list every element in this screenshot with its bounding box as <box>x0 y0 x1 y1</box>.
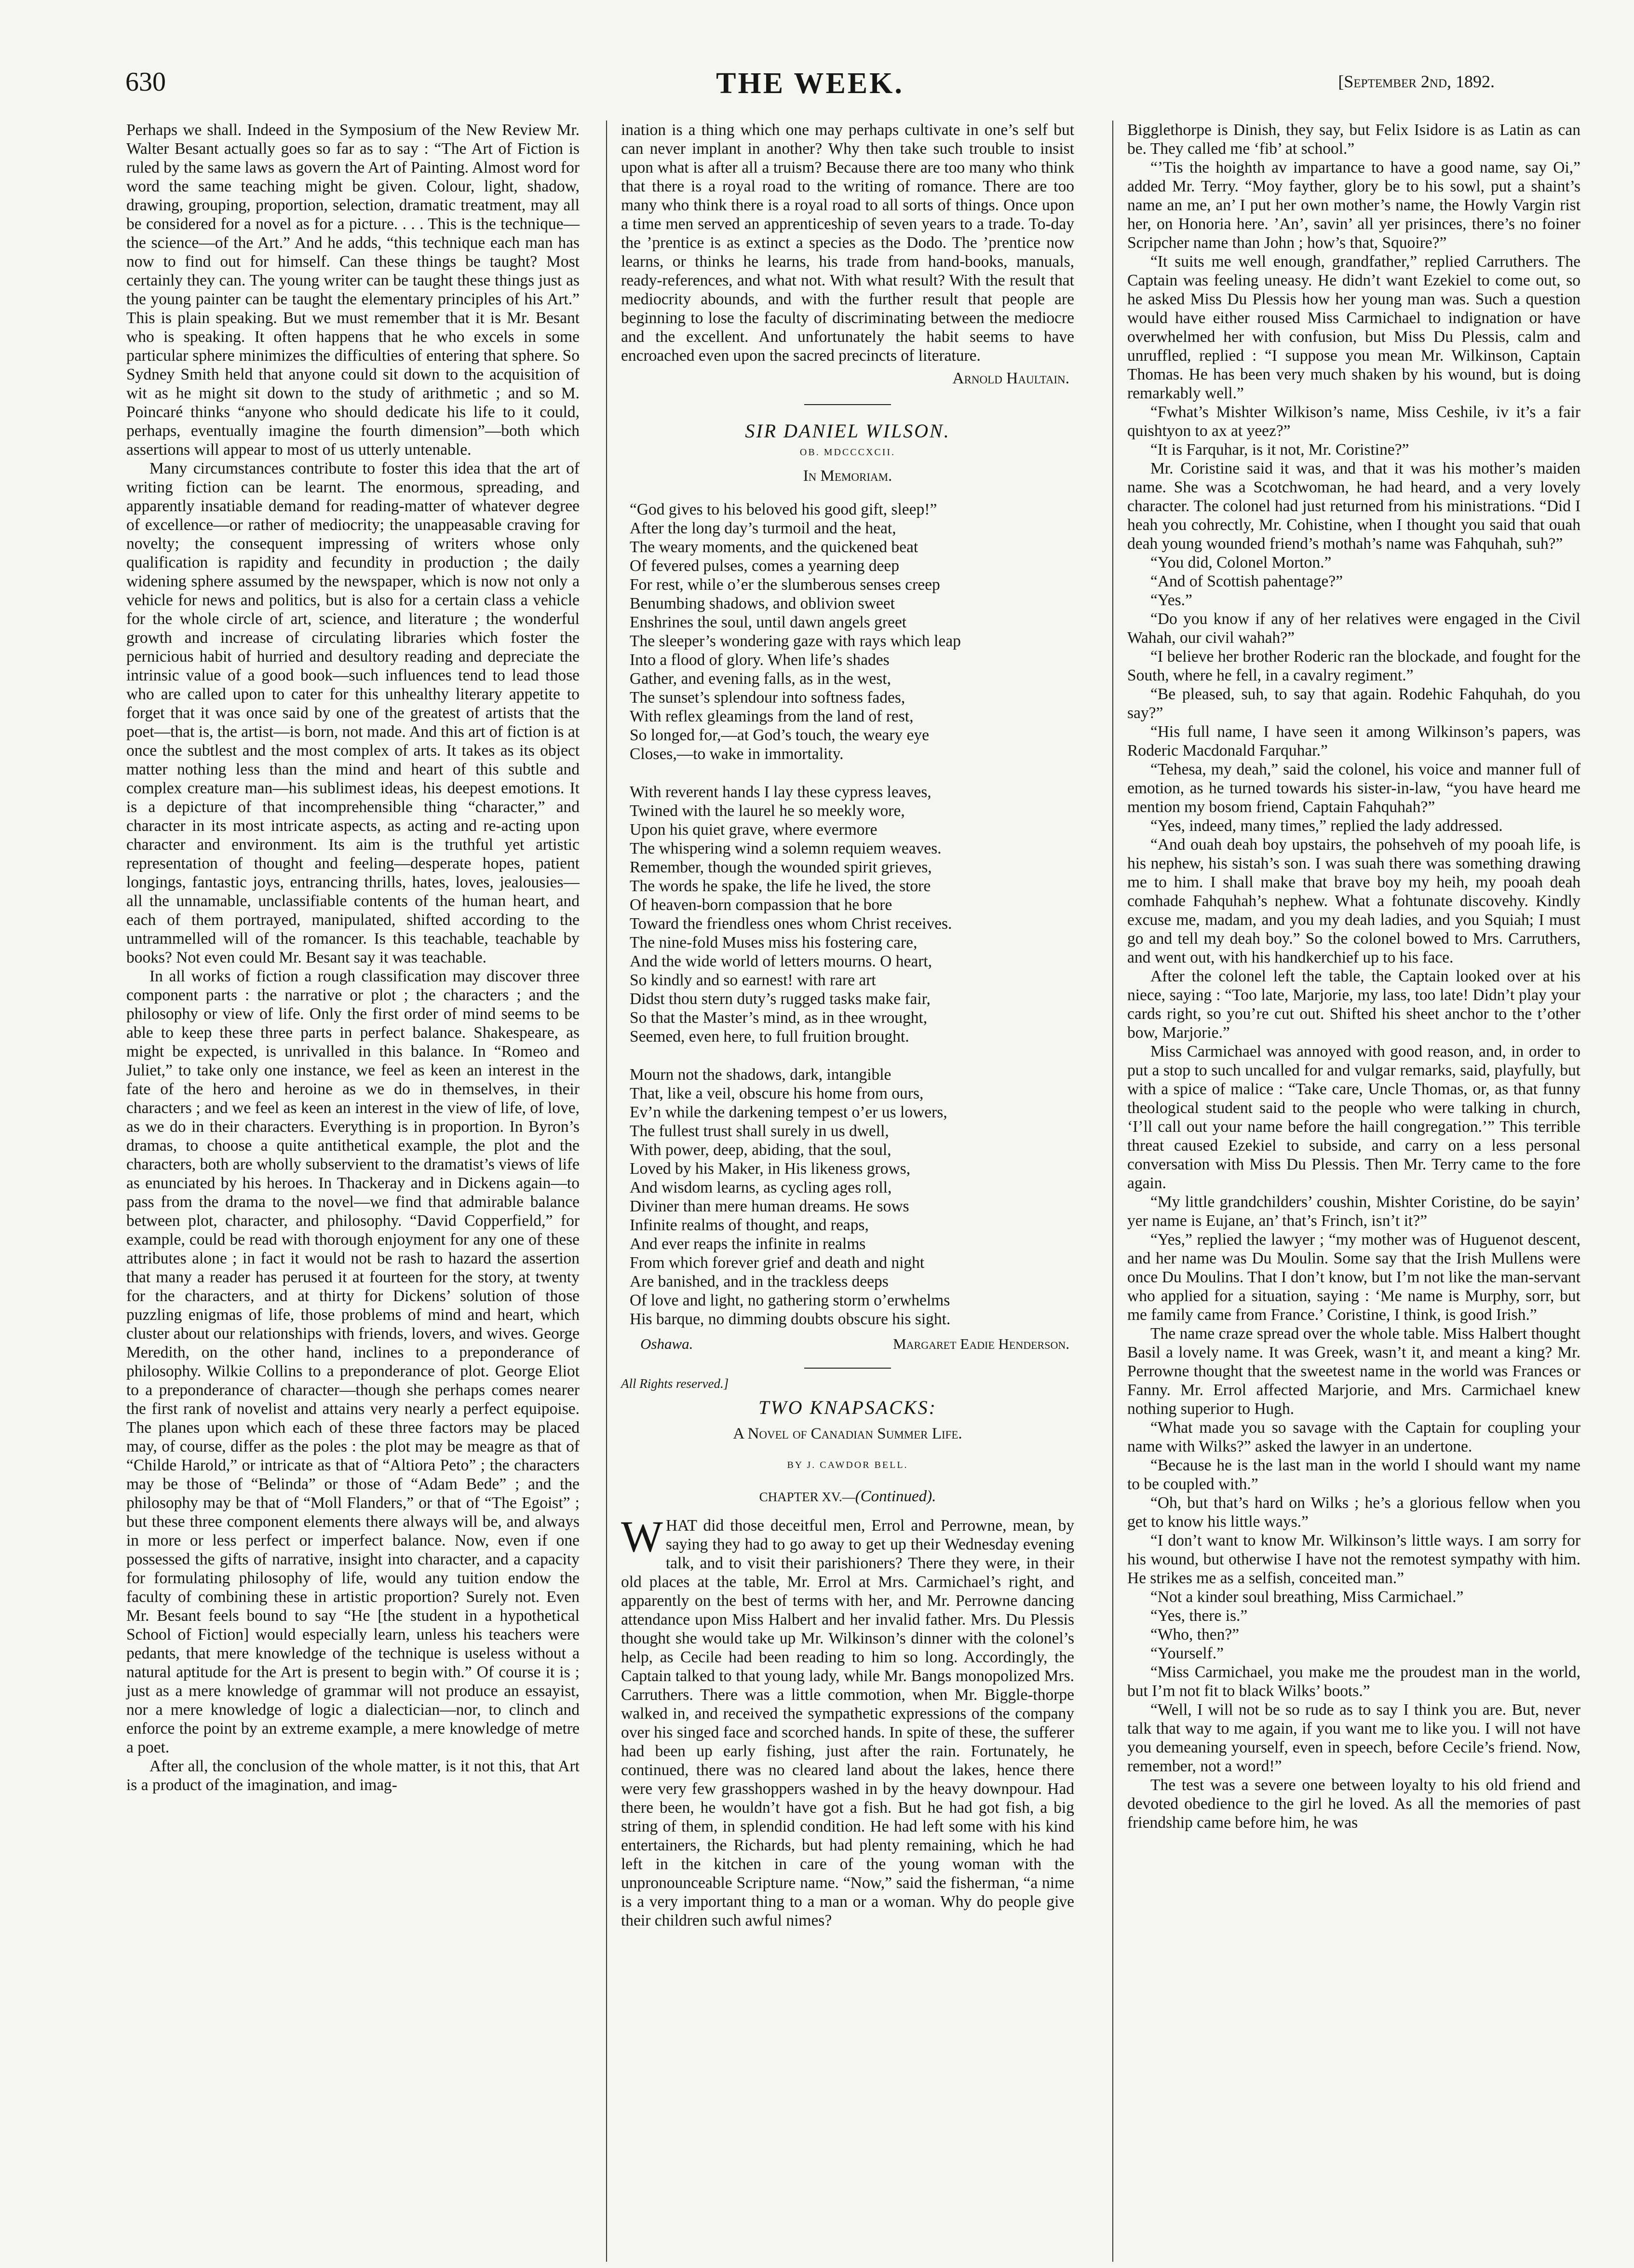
poem-stanza <box>630 1065 1074 1329</box>
novel-paragraph: “Yes.” <box>1150 591 1192 609</box>
poem-line: Benumbing shadows, and oblivion sweet <box>630 595 895 612</box>
novel-byline: BY J. CAWDOR BELL. <box>787 1460 908 1470</box>
poem-line: Of heaven-born compassion that he bore <box>630 896 892 914</box>
novel-paragraph: “Yes, there is.” <box>1150 1607 1248 1625</box>
poem-author: Margaret Eadie Henderson. <box>893 1335 1069 1352</box>
novel-paragraph: “It is Farquhar, is it not, Mr. Coristine?” <box>1150 441 1409 459</box>
novel-paragraph <box>621 1512 1074 1930</box>
novel-paragraph: “Yes, indeed, many times,” replied the lady addressed. <box>1150 817 1503 835</box>
novel-paragraph: After the colonel left the table, the Captain looked over at his niece, saying : “Too late, Marjorie, my lass, too late! Didn’t play your cards right, so you’re cut out. Shifted his sheet anchor to the t’other bow, Marjorie.” <box>1127 967 1580 1042</box>
essay-conclusion: ination is a thing which one may perhaps cultivate in one’s self but can never implant in another? Why then take such trouble to insist upon what is after all a truism? Because there are too many who think that there is a royal road to the writing of romance. There are too many who think there is a royal road to all sorts of things. Once upon a time men served an apprenticeship of seven years to a trade. To-day the ’prentice is as extinct a species as the Dodo. The ’prentice now learns, or thinks he learns, his trade from hand-books, manuals, ready-references, and what not. With what result? With the result that mediocrity abounds, and with the further result that people are beginning to lose the faculty of discriminating between the mediocre and the excellent. And unfortunately the habit seems to have encroached even upon the sacred precincts of literature. <box>621 121 1074 365</box>
novel-paragraph: “Tehesa, my deah,” said the colonel, his voice and manner full of emotion, as he turned towards his sister-in-law, “you have heard me mention my bosom friend, Captain Fahquhah?” <box>1127 761 1580 816</box>
poem-line: The nine-fold Muses miss his fostering care, <box>630 934 918 951</box>
poem-line: After the long day’s turmoil and the heat, <box>630 519 896 537</box>
poem-stanza <box>630 500 1074 763</box>
poem-line: Gather, and evening falls, as in the west, <box>630 670 891 688</box>
novel-paragraph: “Well, I will not be so rude as to say I think you are. But, never talk that way to me again, if you want me to like you. I will not have you demeaning yourself, even in speech, before Cecile’s friend. Now, remember, not a word!” <box>1127 1701 1580 1775</box>
poem-line: Upon his quiet grave, where evermore <box>630 821 878 839</box>
journal-title: THE WEEK. <box>716 67 904 100</box>
novel-paragraph: “Who, then?” <box>1150 1626 1240 1643</box>
essay-paragraph: Many circumstances contribute to foster this idea that the art of writing fiction can be learnt. The enormous, spreading, and apparently insatiable demand for reading-matter of whatever degree of excellence—or rather of mediocrity; the unappeasable craving for novelty; the consequent impressing of writers whose only qualification is rapidity and fecundity in production ; the daily widening sphere assumed by the newspaper, which is now not only a vehicle for news and politics, but is also for a certain class a vehicle for the whole circle of art, science, and literature ; the wonderful growth and increase of circulating libraries which foster the pernicious habit of hurried and desultory reading and depreciate the intrinsic value of a good book—such influences tend to lead those who are called upon to cater for this unhealthy literary appetite to forget that it was once said by one of the greatest of artists that the poet—that is, the artist—is born, not made. And this art of fiction is at once the subtlest and the most complex of arts. It takes as its object matter nothing less than the mind and heart of this subtle and complex creature man—his sublimest ideas, his deepest emotions. It is a depicture of that incomprehensible thing “character,” and character in its most intricate aspects, as acting and re-acting upon character and environment. Its aim is the truthful yet artistic representation of thought and feeling—desperate hopes, patient longings, fantastic joys, entrancing thrills, hates, loves, jealousies—all the unnamable, unclassifiable contents of the human heart, and each of them portrayed, manipulated, shifted according to the untrammelled will of the romancer. Is this teachable, teachable by books? Not even could Mr. Besant say it was teachable. <box>126 460 580 966</box>
novel-paragraph: “I believe her brother Roderic ran the blockade, and fought for the South, where he fell, in a cavalry regiment.” <box>1127 648 1580 684</box>
poem-line: Twined with the laurel he so meekly wore, <box>630 802 905 820</box>
novel-title: TWO KNAPSACKS: <box>758 1397 937 1418</box>
poem-title: SIR DANIEL WILSON. <box>745 420 950 442</box>
poem-line: The weary moments, and the quickened beat <box>630 538 918 556</box>
poem-line: So longed for,—at God’s touch, the weary eye <box>630 726 930 744</box>
novel-paragraph: “It suits me well enough, grandfather,” replied Carruthers. The Captain was feeling uneasy. He didn’t want Ezekiel to come out, so he asked Miss Du Plessis how her young man was. Such a question would have either roused Miss Carmichael to indignation or have overwhelmed her with confusion, but Miss Du Plessis, calm and unruffled, replied : “I suppose you mean Mr. Wilkinson, Captain Thomas. He has been very much shaken by his wound, but is doing remarkably well.” <box>1127 253 1580 402</box>
novel-paragraph: Miss Carmichael was annoyed with good reason, and, in order to put a stop to such uncalled for and vulgar remarks, said, playfully, but with a spice of malice : “Take care, Uncle Thomas, or, as that funny theological student said to the people who were talking in church, ‘I’ll call out your name before the haill congregation.’” This terrible threat caused Ezekiel to subside, and carry on a less personal conversation with Miss Du Plessis. Then Mr. Terry came to the fore again. <box>1127 1043 1580 1192</box>
novel-paragraph: “Miss Carmichael, you make me the proudest man in the world, but I’m not fit to black Wilks’ boots.” <box>1127 1663 1580 1700</box>
poem-line: Of love and light, no gathering storm o’erwhelms <box>630 1291 950 1309</box>
poem-line: With reverent hands I lay these cypress leaves, <box>630 783 932 801</box>
essay-paragraph: Perhaps we shall. Indeed in the Symposium of the New Review Mr. Walter Besant actually goes so far as to say : “The Art of Fiction is ruled by the same laws as govern the Art of Painting. Almost word for word the same teaching might be given. Colour, light, shadow, drawing, grouping, proportion, selection, dramatic treatment, may all be considered for a novel as for a picture. . . . This is the technique—the science—of the Art.” And he adds, “this technique each man has now to find out for himself. Can these things be taught? Most certainly they can. The young writer can be taught these things just as the young painter can be taught the elementary principles of his Art.” This is plain speaking. But we must remember that it is Mr. Besant who is speaking. It often happens that he who excels in some particular sphere minimizes the difficulties of entering that sphere. So Sydney Smith held that anyone could sit down to the acquisition of wit as he might sit down to the study of arithmetic ; and so M. Poincaré thinks “anyone who should dedicate his life to it could, perhaps, eventually imagine the fourth dimension”—both which assertions will appear to most of us utterly untenable. <box>126 121 580 459</box>
issue-date: [September 2nd, 1892. <box>1338 72 1495 91</box>
novel-paragraph: “My little grandchilders’ coushin, Mishter Coristine, do be sayin’ yer name is Eujane, an’ that’s Frinch, isn’t it?” <box>1127 1193 1580 1230</box>
section-divider <box>804 404 891 405</box>
poem-line: The sunset’s splendour into softness fades, <box>630 689 905 706</box>
novel-paragraph: Mr. Coristine said it was, and that it was his mother’s maiden name. She was a Scotchwoman, he had heard, and a very lovely character. The colonel had just returned from his ministrations. “Did I heah you cohrectly, Mr. Cohistine, when I thought you said that ouah deah young wounded friend’s mothah’s name was Fahquhah, suh?” <box>1127 460 1580 553</box>
essay-paragraph: In all works of fiction a rough classification may discover three component parts : the narrative or plot ; the characters ; and the philosophy or view of life. Only the first order of mind seems to be able to keep these three parts in perfect balance. Shakespeare, as might be expected, is unrivalled in this balance. In “Romeo and Juliet,” to take only one instance, we feel as keen an interest in the fate of the hero and heroine as we do in themselves, in their characters ; and we feel as keen an interest in the view of life, of love, as we do in their characters. Everything is in proportion. In Byron’s dramas, to choose a quite antithetical example, the plot and the characters, both are wholly subservient to the dramatist’s views of life as enunciated by his heroes. In Thackeray and in Dickens again—to pass from the drama to the novel—we find that admirable balance between plot, character, and philosophy. “David Copperfield,” for example, could be read with thorough enjoyment for any one of these attributes alone ; in fact it would not be rash to hazard the assertion that many a reader has perused it at fourteen for the story, at twenty for the characters, and at thirty for Dickens’ solution of those puzzling enigmas of life, those problems of mind and heart, which cluster about our relationships with friends, lovers, and wives. George Meredith, on the other hand, inclines to a preponderance of philosophy. Wilkie Collins to a preponderance of plot. George Eliot to a preponderance of character—though she perhaps comes nearer the first rank of novelist and attains very nearly a perfect equipoise. The planes upon which each of these three factors may be placed may, of course, differ as the poles : the plot may be meagre as that of “Childe Harold,” or intricate as that of “Altiora Peto” ; the characters may be those of “Belinda” or those of “Adam Bede” ; and the philosophy may be that of “Moll Flanders,” or that of “The Egoist” ; but these three component elements there always will be, and always in more or less perfect or imperfect balance. Now, even if one possessed the gifts of narrative, insight into character, and a capacity for formulating philosophy of life, would any tuition endow the faculty of combining these in artistic proportion? Surely not. Even Mr. Besant feels bound to say “He [the student in a hypothetical School of Fiction] would especially learn, unless his teachers were pedants, that mere knowledge of the technique is useless without a natural aptitude for the Art is present to begin with.” Of course it is ; just as a mere knowledge of grammar will not produce an essayist, nor a mere knowledge of logic a dialectician—nor, to clinch and enforce the point by an extreme example, a mere knowledge of metre a poet. <box>126 967 580 1756</box>
poem-line: “God gives to his beloved his good gift, sleep!” <box>630 501 937 518</box>
essay-paragraph: After all, the conclusion of the whole matter, is it not this, that Art is a product of the imagination, and imag- <box>126 1757 580 1794</box>
poem-line: And ever reaps the infinite in realms <box>630 1235 866 1253</box>
novel-paragraph: Bigglethorpe is Dinish, they say, but Felix Isidore is as Latin as can be. They called me ‘fib’ at school.” <box>1127 121 1580 158</box>
novel-paragraph: “What made you so savage with the Captain for coupling your name with Wilks?” asked the lawyer in an undertone. <box>1127 1419 1580 1455</box>
novel-paragraph: “’Tis the hoighth av impartance to have a good name, say Oi,” added Mr. Terry. “Moy fayther, glory be to his sowl, put a shaint’s name an me, an’ I put her own mother’s name, the Howly Vargin rist her, on Honoria here. ’An’, savin’ all yer prisinces, there’s no foiner Scripcher name than John ; how’s that, Squoire?” <box>1127 159 1580 252</box>
page-number: 630 <box>125 67 166 97</box>
novel-paragraph: “And ouah deah boy upstairs, the pohsehveh of my pooah life, is his nephew, his sistah’s son. I was suah there was something drawing me to him. I shall make that brave boy my heih, my pooah deah comhade Fahquhah’s nephew. What a fohtunate discovehy. Kindly excuse me, madam, and you my deah ladies, and you Squiah; I must go and tell my deah boy.” So the colonel bowed to Mrs. Carruthers, and went out, with his handkerchief up to his face. <box>1127 836 1580 966</box>
chapter-heading <box>621 1487 1074 1507</box>
rights-notice: All Rights reserved.] <box>621 1376 729 1391</box>
section-divider <box>804 1368 891 1369</box>
poem-subtitle: In Memoriam. <box>803 467 892 485</box>
poem-line: Remember, though the wounded spirit grieves, <box>630 858 932 876</box>
poem-line: Ev’n while the darkening tempest o’er us lowers, <box>630 1103 947 1121</box>
poem-stanza <box>630 783 1074 1046</box>
poem-line: Into a flood of glory. When life’s shades <box>630 651 890 669</box>
poem-line: Closes,—to wake in immortality. <box>630 745 844 763</box>
novel-text: HAT did those deceitful men, Errol and Perrowne, mean, by saying they had to go away to get up their Wednesday evening talk, and to visit their parishioners? There they were, in their old places at the table, Mr. Errol at Mrs. Carmichael’s right, and apparently on the best of terms with her, and Mr. Perrowne dancing attendance upon Miss Halbert and her invalid father. Mrs. Du Plessis thought she would take up Mr. Wilkinson’s dinner with the colonel’s help, as Cecile had been reading to him so long. Accordingly, the Captain talked to that young lady, while Mr. Bangs monopolized Mrs. Carruthers. There was a little commotion, when Mr. Biggle-thorpe walked in, and received the sympathetic expressions of the company over his singed face and scorched hands. In spite of these, the sufferer had been up early fishing, just after the rain. Fortunately, he continued, there was no cleared land about the lakes, hence there were very few grasshoppers washed in by the heavy downpour. Had there been, he wouldn’t have got a fish. But he had got fish, a big string of them, in splendid condition. He had left some with his kind entertainers, the Richards, but had plenty remaining, which he had left in the kitchen in care of the young woman with the unpronounceable Scripture name. “Now,” said the fisherman, “a nime is a very important thing to a man or a woman. Why do people give their children such awful nimes? <box>621 1517 1074 1929</box>
novel-paragraph: “Not a kinder soul breathing, Miss Carmichael.” <box>1150 1588 1464 1606</box>
page-header <box>125 67 1495 110</box>
poem-line: From which forever grief and death and night <box>630 1254 925 1272</box>
novel-paragraph: “And of Scottish pahentage?” <box>1150 572 1343 590</box>
column-rule <box>606 121 607 2262</box>
poem-line: That, like a veil, obscure his home from ours, <box>630 1085 924 1102</box>
poem-line: Are banished, and in the trackless deeps <box>630 1273 889 1290</box>
poem-line: The words he spake, the life he lived, the store <box>630 877 931 895</box>
poem-line: For rest, while o’er the slumberous senses creep <box>630 576 940 594</box>
chapter-number: CHAPTER XV.— <box>759 1490 855 1504</box>
novel-paragraph: The name craze spread over the whole table. Miss Halbert thought Basil a lovely name. It was Greek, wasn’t it, and meant a king? Mr. Perrowne thought that the sweetest name in the world was Frances or Fanny. Mr. Errol affected Marjorie, and Mrs. Carmichael knew nothing superior to Hugh. <box>1127 1325 1580 1418</box>
poem-line: Mourn not the shadows, dark, intangible <box>630 1066 891 1084</box>
poem-line: The fullest trust shall surely in us dwell, <box>630 1122 889 1140</box>
poem-line: So kindly and so earnest! with rare art <box>630 971 876 989</box>
column-right <box>1127 121 1580 1832</box>
poem <box>630 500 1074 1329</box>
novel-paragraph: “Do you know if any of her relatives were engaged in the Civil Wahah, our civil wahah?” <box>1127 610 1580 647</box>
novel-paragraph: “I don’t want to know Mr. Wilkinson’s little ways. I am sorry for his wound, but otherwise I have not the remotest sympathy with him. He strikes me as a selfish, conceited man.” <box>1127 1532 1580 1587</box>
poem-line: Loved by his Maker, in His likeness grows, <box>630 1160 911 1178</box>
novel-paragraph: “Yourself.” <box>1150 1644 1224 1662</box>
novel-paragraph: “Be pleased, suh, to say that again. Rodehic Fahquhah, do you say?” <box>1127 685 1580 722</box>
poem-place: Oshawa. <box>640 1335 693 1352</box>
poem-line: The sleeper’s wondering gaze with rays which leap <box>630 632 961 650</box>
novel-paragraph: “You did, Colonel Morton.” <box>1150 554 1332 571</box>
chapter-continued: (Continued). <box>855 1488 936 1505</box>
novel-paragraph: “Oh, but that’s hard on Wilks ; he’s a glorious fellow when you get to know his little ways.” <box>1127 1494 1580 1531</box>
poem-line: Enshrines the soul, until dawn angels greet <box>630 613 907 631</box>
poem-line: Didst thou stern duty’s rugged tasks make fair, <box>630 990 931 1008</box>
novel-paragraph: The test was a severe one between loyalty to his old friend and devoted obedience to the girl he loved. As all the memories of past friendship came before him, he was <box>1127 1776 1580 1832</box>
poem-line: With reflex gleamings from the land of rest, <box>630 707 914 725</box>
poem-obit-date: OB. MDCCCXCII. <box>799 447 896 458</box>
poem-line: Of fevered pulses, comes a yearning deep <box>630 557 900 575</box>
novel-subtitle: A Novel of Canadian Summer Life. <box>733 1425 962 1442</box>
essay-author: Arnold Haultain. <box>952 369 1069 387</box>
poem-line: With power, deep, abiding, that the soul, <box>630 1141 891 1159</box>
column-left <box>126 121 580 1794</box>
poem-line: Seemed, even here, to full fruition brought. <box>630 1028 909 1046</box>
column-rule <box>1112 121 1113 2262</box>
novel-paragraph: “Fwhat’s Mishter Wilkison’s name, Miss Ceshile, iv it’s a fair quishtyon to ax at yeez?” <box>1127 403 1580 440</box>
column-middle <box>621 121 1074 1930</box>
poem-line: Infinite realms of thought, and reaps, <box>630 1216 869 1234</box>
drop-cap: W <box>621 1512 663 1561</box>
poem-line: Toward the friendless ones whom Christ receives. <box>630 915 952 933</box>
poem-line: And wisdom learns, as cycling ages roll, <box>630 1179 892 1196</box>
novel-paragraph: “Yes,” replied the lawyer ; “my mother was of Huguenot descent, and her name was Du Moulin. Some say that the Irish Mullens were once Du Moulins. That I don’t know, but I’m not like the man-servant who applied for a situation, saying : ‘Me name is Murphy, sorr, but me family came from France.’ Coristine, I think, is good Irish.” <box>1127 1231 1580 1324</box>
poem-line: And the wide world of letters mourns. O heart, <box>630 952 932 970</box>
poem-line: Diviner than mere human dreams. He sows <box>630 1197 909 1215</box>
poem-signature <box>621 1334 1074 1353</box>
novel-paragraph: “His full name, I have seen it among Wilkinson’s papers, was Roderic Macdonald Farquhar.” <box>1127 723 1580 760</box>
novel-paragraph: “Because he is the last man in the world I should want my name to be coupled with.” <box>1127 1456 1580 1493</box>
poem-line: So that the Master’s mind, as in thee wrought, <box>630 1009 928 1027</box>
poem-line: The whispering wind a solemn requiem weaves. <box>630 840 942 857</box>
poem-line: His barque, no dimming doubts obscure his sight. <box>630 1310 951 1328</box>
